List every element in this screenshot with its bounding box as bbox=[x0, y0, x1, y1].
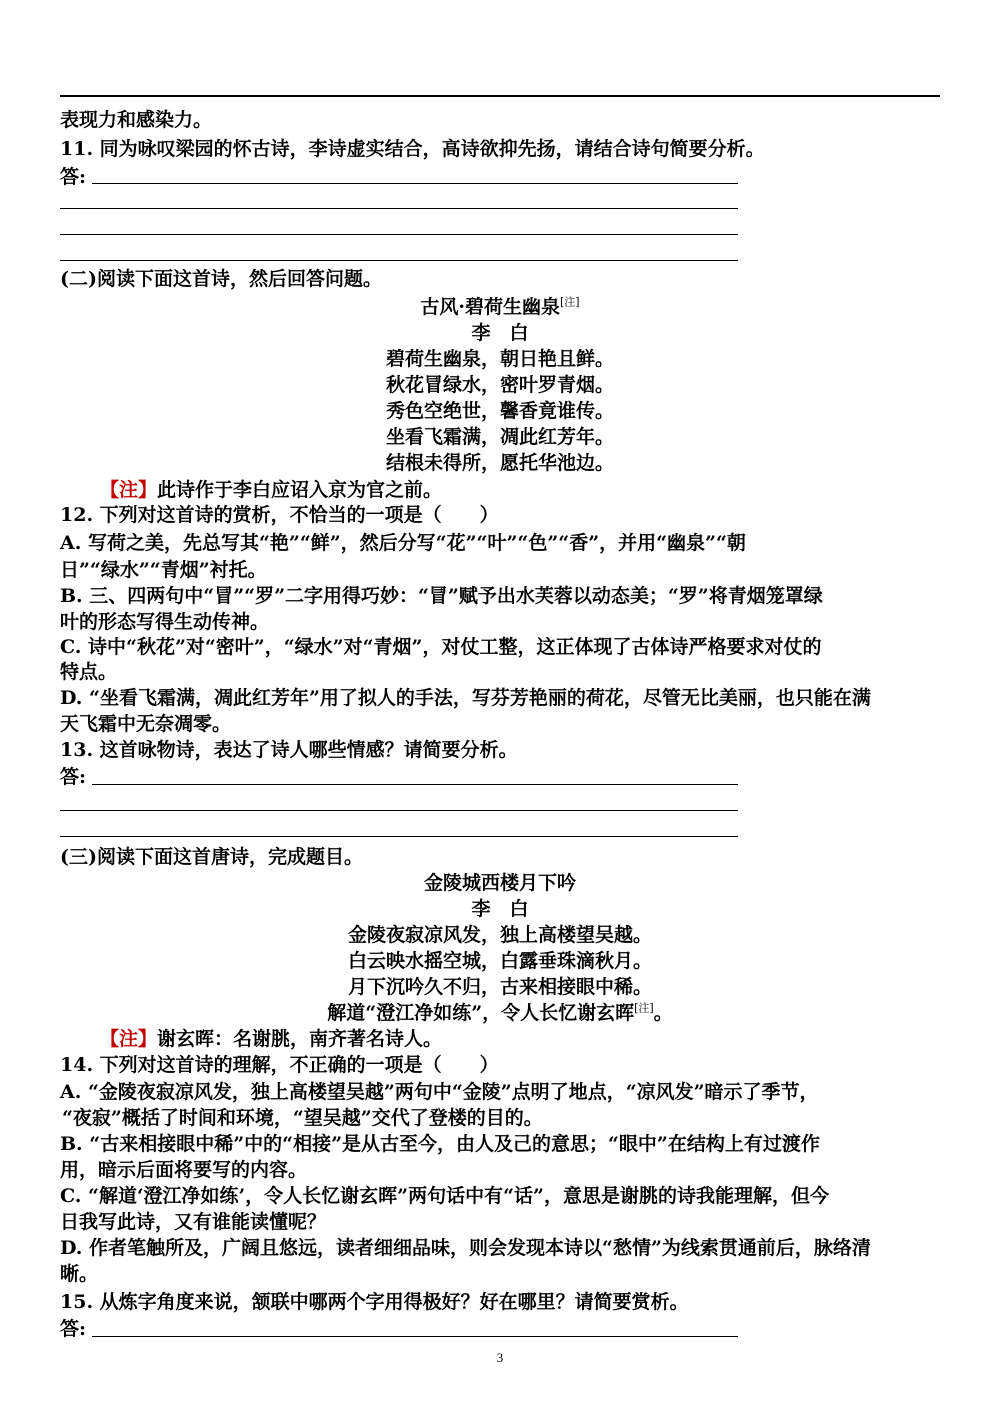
poem2-line: 解道“澄江净如练”，令人长忆谢玄晖[注]。 bbox=[327, 1001, 673, 1024]
q14-option-c: C. “解道‘澄江净如练’，令人长忆谢玄晖”两句话中有“话”，意思是谢朓的诗我能理解，但今 bbox=[60, 1185, 829, 1207]
q14-option-a: A. “金陵夜寂凉风发，独上高楼望吴越”两句中“金陵”点明了地点，“凉风发”暗示了季节， bbox=[60, 1081, 819, 1103]
section2-intro: (二)阅读下面这首诗，然后回答问题。 bbox=[60, 268, 382, 290]
q14-option-b: B. “古来相接眼中稀”中的“相接”是从古至今，由人及己的意思；“眼中”在结构上有过渡作 bbox=[60, 1133, 820, 1155]
q13-answer-line-1 bbox=[92, 784, 738, 785]
q12-option-b: B. 三、四两句中“冒”“罗”二字用得巧妙：“冒”赋予出水芙蓉以动态美；“罗”将青烟笼罩绿 bbox=[60, 585, 823, 607]
q12-option-b-cont: 叶的形态写得生动传神。 bbox=[60, 611, 270, 633]
note-label: 【注】 bbox=[100, 1028, 158, 1050]
page-number: 3 bbox=[496, 1350, 504, 1365]
q14-option-d-cont: 晰。 bbox=[60, 1263, 99, 1285]
note-marker: [注] bbox=[634, 1001, 654, 1015]
q13-text: 13. 这首咏物诗，表达了诗人哪些情感？请简要分析。 bbox=[60, 739, 518, 761]
poem2-title: 金陵城西楼月下吟 bbox=[423, 872, 576, 894]
poem1-line: 碧荷生幽泉，朝日艳且鲜。 bbox=[385, 348, 614, 370]
q13-answer-label: 答: bbox=[60, 766, 87, 788]
carry-over-text: 表现力和感染力。 bbox=[60, 109, 213, 131]
q13-answer-line-2 bbox=[60, 810, 738, 811]
poem2-line: 金陵夜寂凉风发，独上高楼望吴越。 bbox=[347, 924, 652, 946]
poem1-author: 李 白 bbox=[471, 322, 529, 344]
q15-answer-label: 答: bbox=[60, 1318, 87, 1340]
top-rule bbox=[60, 95, 940, 97]
q11-answer-line-2 bbox=[60, 208, 738, 209]
q11-text: 11. 同为咏叹梁园的怀古诗，李诗虚实结合，高诗欲抑先扬，请结合诗句简要分析。 bbox=[60, 138, 765, 160]
q12-option-a-cont: 日”“绿水”“青烟”衬托。 bbox=[60, 559, 267, 581]
q13-answer-line-3 bbox=[60, 836, 738, 837]
poem2-note: 【注】谢玄晖：名谢朓，南齐著名诗人。 bbox=[100, 1028, 443, 1050]
q11-answer-line-1 bbox=[92, 183, 738, 184]
poem1-line: 结根未得所，愿托华池边。 bbox=[385, 452, 614, 474]
q11-answer-label: 答: bbox=[60, 166, 87, 188]
poem2-line: 月下沉吟久不归，古来相接眼中稀。 bbox=[347, 976, 652, 998]
poem1-line: 秋花冒绿水，密叶罗青烟。 bbox=[385, 374, 614, 396]
q12-option-a: A. 写荷之美，先总写其“艳”“鲜”，然后分写“花”“叶”“色”“香”，并用“幽泉”“朝 bbox=[60, 532, 746, 554]
q12-option-d: D. “坐看飞霜满，凋此红芳年”用了拟人的手法，写芬芳艳丽的荷花，尽管无比美丽，也只能在满 bbox=[60, 687, 871, 709]
q15-answer-line-1 bbox=[92, 1336, 738, 1337]
q11-answer-line-3 bbox=[60, 234, 738, 235]
q14-option-b-cont: 用，暗示后面将要写的内容。 bbox=[60, 1159, 308, 1181]
poem2-author: 李 白 bbox=[471, 898, 529, 920]
note-marker: [注] bbox=[560, 295, 580, 309]
q14-option-a-cont: “夜寂”概括了时间和环境，“望吴越”交代了登楼的目的。 bbox=[62, 1107, 543, 1129]
poem1-note: 【注】此诗作于李白应诏入京为官之前。 bbox=[100, 479, 443, 501]
q12-option-c-cont: 特点。 bbox=[60, 661, 118, 683]
q11-answer-line-4 bbox=[60, 260, 738, 261]
q14-option-c-cont: 日我写此诗，又有谁能读懂呢？ bbox=[60, 1211, 327, 1233]
poem1-title: 古风·碧荷生幽泉[注] bbox=[420, 295, 580, 318]
note-label: 【注】 bbox=[100, 479, 158, 501]
q12-stem: 12. 下列对这首诗的赏析，不恰当的一项是（ ） bbox=[60, 504, 499, 526]
q14-stem: 14. 下列对这首诗的理解，不正确的一项是（ ） bbox=[60, 1054, 499, 1076]
poem2-line: 白云映水摇空城，白露垂珠滴秋月。 bbox=[347, 950, 652, 972]
q14-option-d: D. 作者笔触所及，广阔且悠远，读者细细品味，则会发现本诗以“愁情”为线索贯通前后，脉络清 bbox=[60, 1237, 871, 1259]
q12-option-d-cont: 天飞霜中无奈凋零。 bbox=[60, 713, 232, 735]
section3-intro: (三)阅读下面这首唐诗，完成题目。 bbox=[60, 846, 363, 868]
q15-text: 15. 从炼字角度来说，颔联中哪两个字用得极好？好在哪里？请简要赏析。 bbox=[60, 1291, 689, 1313]
poem1-line: 秀色空绝世，馨香竟谁传。 bbox=[385, 400, 614, 422]
poem1-line: 坐看飞霜满，凋此红芳年。 bbox=[385, 426, 614, 448]
q12-option-c: C. 诗中“秋花”对“密叶”，“绿水”对“青烟”，对仗工整，这正体现了古体诗严格要求对仗的 bbox=[60, 636, 822, 658]
